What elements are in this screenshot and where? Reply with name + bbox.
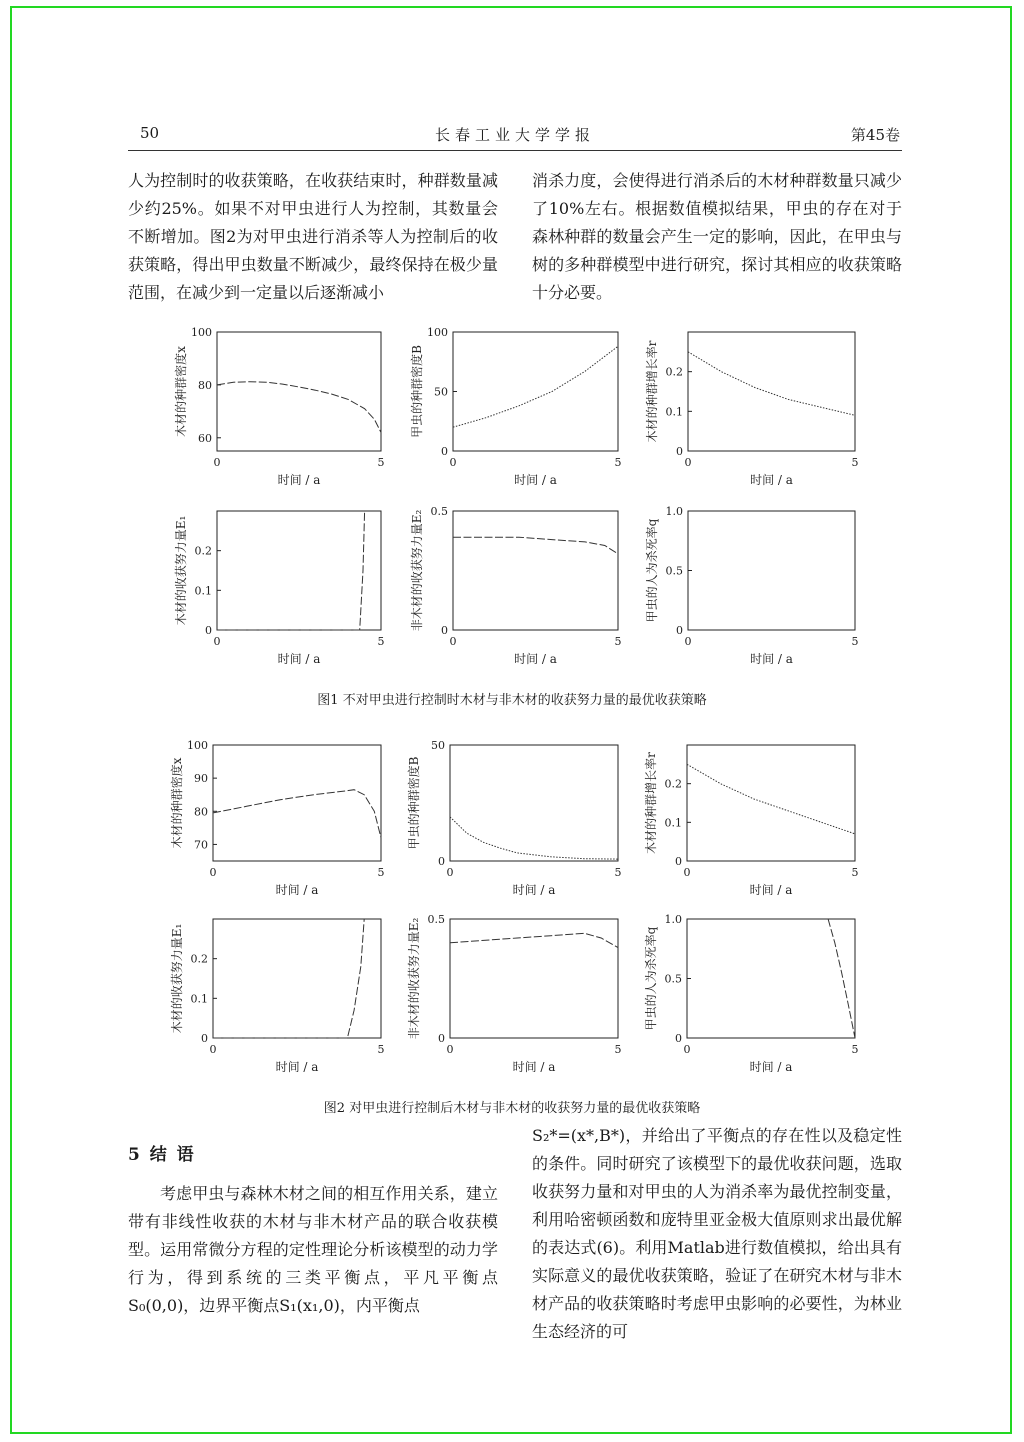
fig2-panel2-ylabel: 甲虫的种群密度B — [407, 756, 421, 850]
fig2-panel5-ytick-label: 0 — [438, 1032, 445, 1045]
fig1-panel6-ytick-label: 0.5 — [665, 564, 683, 578]
fig1-panel3-axes-box — [688, 332, 855, 451]
fig2-panel3-ytick-label: 0.1 — [664, 816, 682, 830]
fig1-panel3-ytick-label: 0 — [676, 445, 683, 458]
fig1-panel5-ytick-label: 0 — [441, 624, 448, 637]
fig1-panel1-xtick-label: 5 — [377, 456, 385, 469]
fig1-panel3-ytick-label: 0.2 — [665, 365, 683, 379]
fig2-panel6-ytick-label: 1.0 — [664, 913, 682, 926]
fig1-panel3-ytick-label: 0.1 — [665, 405, 683, 419]
fig1-panel4-axes-box — [217, 511, 381, 630]
fig1-panel5-axes-box — [453, 511, 618, 630]
fig1-panel4-ytick-label: 0.1 — [194, 584, 212, 598]
fig2-panel6-series-line — [828, 919, 855, 1038]
fig1-panel4-series-line — [217, 511, 365, 630]
fig1-panel3-xtick-label: 5 — [851, 456, 859, 469]
fig1-panel2-xtick-label: 0 — [449, 456, 457, 469]
fig1-panel1-ytick-label: 80 — [198, 378, 212, 392]
fig1-panel1-axes-box — [217, 332, 381, 451]
fig2-panel1-ytick-label: 70 — [194, 838, 208, 852]
fig1-panel1-ytick-label: 60 — [198, 431, 212, 445]
fig1-panel6-xtick-label: 0 — [684, 635, 692, 648]
fig2-panel1-xlabel: 时间 / a — [275, 883, 319, 897]
fig2-panel6-xtick-label: 5 — [851, 1043, 859, 1056]
section-title: 5 结 语 — [128, 1145, 196, 1165]
fig2-panel6-ytick-label: 0 — [675, 1032, 682, 1045]
fig2-panel4-ytick-label: 0.2 — [190, 952, 208, 966]
fig2-panel4-ytick-label: 0.1 — [190, 992, 208, 1006]
fig1-panel2-xtick-label: 5 — [614, 456, 622, 469]
fig2-panel3-series-line — [687, 764, 855, 834]
fig1-panel4-ytick-label: 0.2 — [194, 544, 212, 558]
fig1-panel1-ytick-label: 100 — [191, 326, 212, 339]
fig2-panel2-axes-box — [450, 745, 618, 861]
fig2-panel5-series-line — [450, 933, 618, 947]
fig2-panel1-xtick-label: 5 — [377, 866, 385, 879]
figure1-caption: 图1 不对甲虫进行控制时木材与非木材的收获努力量的最优收获策略 — [317, 693, 707, 708]
body-text-col1-bottom: 考虑甲虫与森林木材之间的相互作用关系，建立带有非线性收获的木材与非木材产品的联合收获模型。运用常微分方程的定性理论分析该模型的动力学行为，得到系统的三类平衡点，平凡平衡点S₀(0,0)，边界平衡点S₁(x₁,0)，内平衡点 — [128, 1184, 498, 1315]
fig1-panel6-axes-box — [688, 511, 855, 630]
fig1-panel4-ytick-label: 0 — [205, 624, 212, 637]
fig2-panel5-xtick-label: 0 — [446, 1043, 454, 1056]
fig1-panel1-xlabel: 时间 / a — [277, 473, 321, 487]
fig2-panel1-series-line — [213, 790, 381, 838]
fig2-panel1-ytick-label: 90 — [194, 772, 208, 786]
fig1-panel2-xlabel: 时间 / a — [514, 473, 557, 487]
body-text-col2-bottom: S₂*=(x*,B*)，并给出了平衡点的存在性以及稳定性的条件。同时研究了该模型下的最优收获问题，选取收获努力量和对甲虫的人为消杀率为最优控制变量，利用哈密顿函数和庞特里亚金极大值原则求出最优解的表达式(6)。利用Matlab进行数值模拟，给出具有实际意义的最优收获策略，验证了在研究木材与非木材产品的收获策略时考虑甲虫影响的必要性，为林业生态经济的可 — [532, 1126, 902, 1341]
fig1-panel3-xtick-label: 0 — [684, 456, 692, 469]
fig1-panel4-xtick-label: 0 — [213, 635, 221, 648]
fig1-panel2-ylabel: 甲虫的种群密度B — [410, 345, 424, 438]
volume-label: 第45卷 — [850, 126, 900, 144]
body-text-col1-top: 人为控制时的收获策略，在收获结束时，种群数量减少约25%。如果不对甲虫进行人为控制，其数量会不断增加。图2为对甲虫进行消杀等人为控制后的收获策略，得出甲虫数量不断减少，最终保持在极少量范围，在减少到一定量以后逐渐减小 — [128, 171, 498, 302]
fig2-panel4-ylabel: 木材的收获努力量E₁ — [170, 923, 184, 1034]
fig1-panel2-series-line — [453, 346, 618, 427]
fig1-panel4-ylabel: 木材的收获努力量E₁ — [174, 515, 188, 626]
fig2-panel2-series-line — [450, 817, 618, 859]
fig1-panel5-ytick-label: 0.5 — [430, 505, 448, 518]
fig2-panel6-xlabel: 时间 / a — [749, 1060, 793, 1074]
fig2-panel2-xtick-label: 0 — [446, 866, 454, 879]
fig2-panel6-xtick-label: 0 — [683, 1043, 691, 1056]
fig1-panel2-ytick-label: 50 — [434, 385, 448, 399]
journal-title: 长春工业大学学报 — [434, 126, 595, 144]
fig2-panel2-ytick-label: 0 — [438, 855, 445, 868]
fig2-panel2-xlabel: 时间 / a — [512, 883, 556, 897]
fig2-panel3-xtick-label: 5 — [851, 866, 859, 879]
fig1-panel4-xtick-label: 5 — [377, 635, 385, 648]
fig2-panel2-ytick-label: 50 — [431, 739, 445, 752]
fig2-panel4-ytick-label: 0 — [201, 1032, 208, 1045]
fig2-panel4-xlabel: 时间 / a — [275, 1060, 319, 1074]
fig1-panel5-xlabel: 时间 / a — [514, 652, 557, 666]
fig1-panel1-xtick-label: 0 — [213, 456, 221, 469]
fig1-panel3-ylabel: 木材的种群增长率r — [645, 340, 659, 443]
body-text-col2-top: 消杀力度，会使得进行消杀后的木材种群数量只减少了10%左右。根据数值模拟结果，甲虫的存在对于森林种群的数量会产生一定的影响，因此，在甲虫与树的多种群模型中进行研究，探讨其相应的收获策略十分必要。 — [532, 171, 902, 302]
fig2-panel1-xtick-label: 0 — [209, 866, 217, 879]
fig2-panel6-ylabel: 甲虫的人为杀死率q — [644, 926, 658, 1031]
fig1-panel5-series-line — [453, 537, 618, 554]
fig2-panel3-ylabel: 木材的种群增长率r — [644, 752, 658, 854]
fig2-panel3-ytick-label: 0.2 — [664, 777, 682, 791]
fig2-panel2-xtick-label: 5 — [614, 866, 622, 879]
fig2-panel4-axes-box — [213, 919, 381, 1038]
page-number: 50 — [140, 124, 160, 142]
fig1-panel6-xlabel: 时间 / a — [750, 652, 793, 666]
fig1-panel3-xlabel: 时间 / a — [750, 473, 793, 487]
fig2-panel5-ytick-label: 0.5 — [427, 913, 445, 926]
fig1-panel4-xlabel: 时间 / a — [277, 652, 321, 666]
fig2-panel4-xtick-label: 0 — [209, 1043, 217, 1056]
fig1-panel2-axes-box — [453, 332, 618, 451]
fig2-panel1-ytick-label: 80 — [194, 805, 208, 819]
fig1-panel6-ylabel: 甲虫的人为杀死率q — [645, 518, 659, 623]
fig2-panel3-axes-box — [687, 745, 855, 861]
fig1-panel6-ytick-label: 0 — [676, 624, 683, 637]
fig1-panel5-xtick-label: 5 — [614, 635, 622, 648]
fig1-panel5-ylabel: 非木材的收获努力量E₂ — [410, 509, 424, 632]
fig2-panel3-xlabel: 时间 / a — [749, 883, 793, 897]
fig1-panel5-xtick-label: 0 — [449, 635, 457, 648]
fig1-panel2-ytick-label: 100 — [427, 326, 448, 339]
fig2-panel6-axes-box — [687, 919, 855, 1038]
fig2-panel4-xtick-label: 5 — [377, 1043, 385, 1056]
fig2-panel1-ytick-label: 100 — [187, 739, 208, 752]
fig1-panel1-series-line — [217, 382, 381, 433]
fig1-panel6-ytick-label: 1.0 — [665, 505, 683, 518]
fig2-panel1-axes-box — [213, 745, 381, 861]
fig2-panel6-ytick-label: 0.5 — [664, 972, 682, 986]
fig1-panel1-ylabel: 木材的种群密度x — [174, 346, 188, 437]
fig1-panel3-series-line — [688, 352, 855, 416]
fig2-panel5-xlabel: 时间 / a — [512, 1060, 556, 1074]
fig1-panel6-xtick-label: 5 — [851, 635, 859, 648]
fig2-panel4-series-line — [213, 919, 364, 1038]
fig2-panel5-xtick-label: 5 — [614, 1043, 622, 1056]
figure2-caption: 图2 对甲虫进行控制后木材与非木材的收获努力量的最优收获策略 — [323, 1101, 701, 1116]
fig2-panel3-ytick-label: 0 — [675, 855, 682, 868]
fig1-panel2-ytick-label: 0 — [441, 445, 448, 458]
fig2-panel5-ylabel: 非木材的收获努力量E₂ — [407, 917, 421, 1040]
fig2-panel3-xtick-label: 0 — [683, 866, 691, 879]
fig2-panel1-ylabel: 木材的种群密度x — [170, 757, 184, 849]
